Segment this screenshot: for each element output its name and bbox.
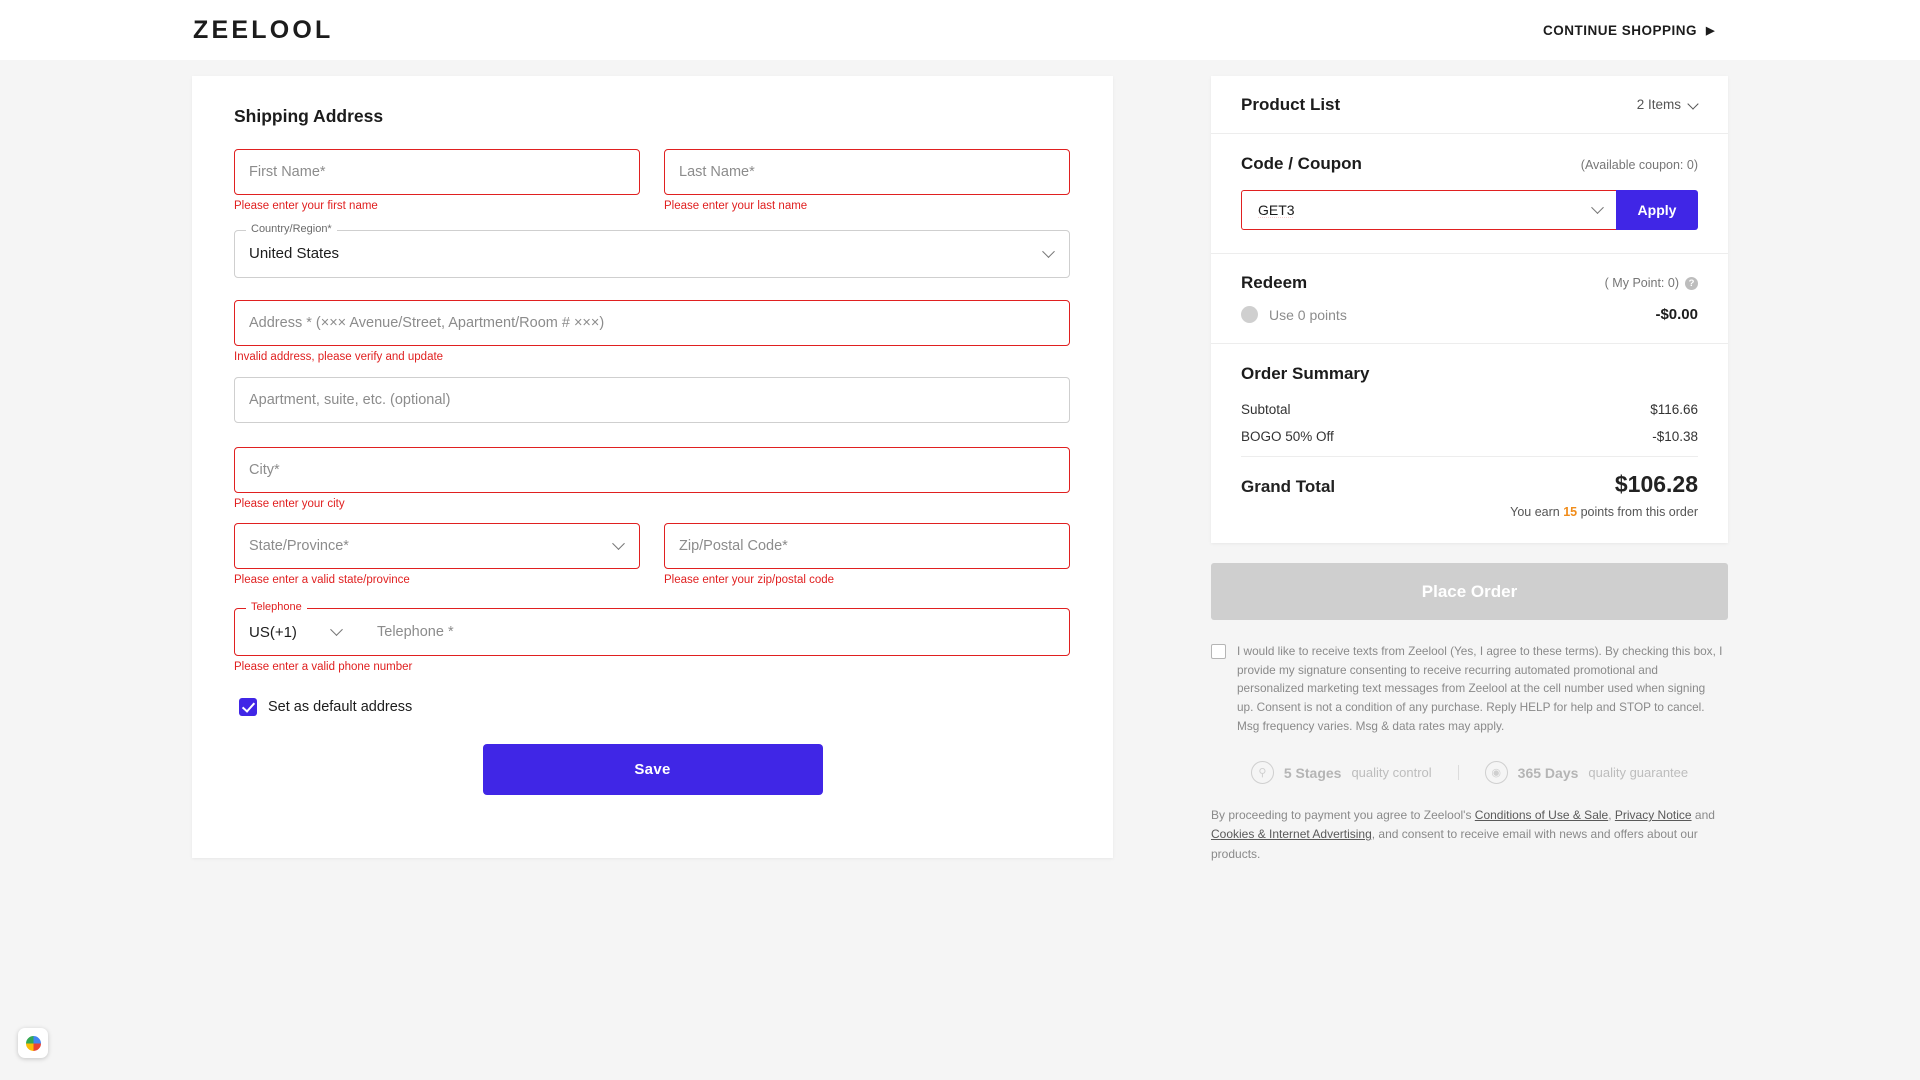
order-summary-section <box>1211 344 1728 543</box>
coupon-title: Code / Coupon <box>1241 154 1362 173</box>
zip-field <box>664 523 1070 600</box>
discount-value: -$10.38 <box>1652 429 1698 444</box>
earn-points-value: 15 <box>1563 505 1578 519</box>
earn-points-text <box>1241 505 1698 519</box>
address-input[interactable] <box>234 300 1070 346</box>
badge-quality-guarantee-text: quality guarantee <box>1588 765 1689 781</box>
earn-suffix: points from this order <box>1577 505 1698 519</box>
city-error: Please enter your city <box>234 497 345 510</box>
redeem-section <box>1211 254 1728 344</box>
product-list-title: Product List <box>1241 94 1341 114</box>
country-field[interactable] <box>234 222 1070 278</box>
chevron-right-icon: ▶ <box>1706 24 1715 37</box>
legal-text <box>1211 806 1728 864</box>
legal-outro: , and consent to receive email with news and offers about our products. <box>1211 827 1698 861</box>
order-summary-title: Order Summary <box>1241 364 1370 383</box>
order-panel <box>1211 76 1728 543</box>
apartment-input[interactable] <box>234 377 1070 423</box>
discount-label: BOGO 50% Off <box>1241 429 1334 444</box>
address-error: Invalid address, please verify and update <box>234 350 444 363</box>
question-mark-icon[interactable]: ? <box>1685 277 1698 290</box>
phone-country-code-select[interactable] <box>249 609 367 655</box>
coupon-input[interactable] <box>1256 201 1602 219</box>
link-privacy-notice[interactable]: Privacy Notice <box>1614 808 1692 823</box>
telephone-field <box>234 601 1070 675</box>
trust-badges <box>1211 761 1728 784</box>
product-list-count: 2 Items <box>1636 97 1681 112</box>
last-name-error: Please enter your last name <box>664 200 808 212</box>
name-row <box>234 149 1071 230</box>
zip-input[interactable] <box>664 523 1070 569</box>
zip-error: Please enter your zip/postal code <box>664 574 835 587</box>
badge-quality-control <box>1251 761 1432 784</box>
country-select[interactable] <box>234 222 1070 278</box>
grand-total-value: $106.28 <box>1614 471 1698 497</box>
target-icon: ◉ <box>1485 761 1508 784</box>
city-field <box>234 447 1070 512</box>
chevron-down-icon <box>614 541 625 552</box>
earn-prefix: You earn <box>1510 505 1564 519</box>
site-header <box>0 0 1920 60</box>
badge-quality-guarantee-strong: 365 Days <box>1517 764 1579 781</box>
first-name-field <box>234 149 640 226</box>
apartment-field <box>234 377 1070 423</box>
save-button[interactable]: Save <box>483 744 823 795</box>
last-name-field <box>664 149 1070 226</box>
chevron-down-icon <box>1689 100 1698 109</box>
grand-total-label: Grand Total <box>1241 477 1336 496</box>
subtotal-label: Subtotal <box>1241 402 1291 417</box>
my-point-group <box>1605 276 1698 290</box>
badge-quality-control-text: quality control <box>1351 765 1432 781</box>
state-field <box>234 523 640 600</box>
page-title: Shipping Address <box>234 106 384 126</box>
link-conditions-of-use[interactable]: Conditions of Use & Sale <box>1474 808 1609 823</box>
state-placeholder: State/Province* <box>249 538 349 555</box>
address-field <box>234 300 1070 365</box>
telephone-input[interactable] <box>367 609 1055 655</box>
chevron-down-icon <box>332 627 343 638</box>
sms-consent-checkbox[interactable] <box>1211 644 1226 659</box>
telephone-group[interactable] <box>234 601 1070 656</box>
city-input[interactable] <box>234 447 1070 493</box>
redeem-amount: -$0.00 <box>1655 306 1698 323</box>
place-order-button[interactable]: Place Order <box>1211 563 1728 620</box>
default-address-label: Set as default address <box>268 698 413 715</box>
chat-widget-dot <box>26 1036 41 1051</box>
coupon-available: (Available coupon: 0) <box>1580 158 1698 172</box>
brand-logo[interactable]: ZEELOOL <box>193 15 334 44</box>
subtotal-value: $116.66 <box>1650 402 1698 417</box>
chevron-down-icon <box>1044 248 1055 259</box>
my-point-value: ( My Point: 0) <box>1604 276 1679 290</box>
badge-quality-guarantee <box>1485 761 1688 784</box>
summary-row-discount <box>1241 429 1698 444</box>
telephone-error: Please enter a valid phone number <box>234 661 413 674</box>
default-address-row[interactable] <box>239 698 1071 716</box>
summary-divider <box>1241 456 1698 457</box>
sms-consent-row[interactable] <box>1211 642 1728 735</box>
first-name-input[interactable] <box>234 149 640 195</box>
continue-shopping-link[interactable] <box>1543 23 1715 38</box>
order-sidebar <box>1211 76 1728 864</box>
country-label: Country/Region* <box>246 223 337 235</box>
legal-intro: By proceeding to payment you agree to Zeelool's <box>1211 808 1475 823</box>
badge-divider <box>1458 765 1459 780</box>
state-error: Please enter a valid state/province <box>234 574 410 587</box>
first-name-error: Please enter your first name <box>234 200 378 212</box>
state-zip-row <box>234 523 1071 604</box>
sms-consent-text: I would like to receive texts from Zeelool (Yes, I agree to these terms). By checking this box, I provide my signature consenting to receive recurring automated promotional and personalized marketing text messages from Zeelool at the cell number used when signing up. Consent is not a condition of any purchase. Reply HELP for help and STOP to cancel. Msg frequency varies. Msg & data rates may apply. <box>1237 644 1723 733</box>
telephone-label: Telephone <box>246 601 307 613</box>
product-list-header[interactable] <box>1211 76 1728 134</box>
country-value: United States <box>249 245 340 263</box>
use-points-radio[interactable] <box>1241 306 1258 323</box>
magnifier-icon: ⚲ <box>1251 761 1274 784</box>
legal-sep1: , <box>1608 808 1615 823</box>
coupon-input-wrap[interactable] <box>1241 190 1616 230</box>
phone-country-code-value: US(+1) <box>249 623 297 641</box>
redeem-title: Redeem <box>1241 273 1308 292</box>
chat-widget-icon[interactable] <box>18 1028 48 1058</box>
coupon-section <box>1211 134 1728 254</box>
shipping-address-card <box>192 76 1113 858</box>
grand-total-row <box>1241 471 1698 498</box>
summary-row-subtotal <box>1241 402 1698 417</box>
last-name-input[interactable] <box>664 149 1070 195</box>
legal-and: and <box>1691 808 1715 823</box>
default-address-checkbox[interactable] <box>239 698 257 716</box>
apply-coupon-button[interactable]: Apply <box>1616 190 1698 230</box>
state-select[interactable] <box>234 523 640 569</box>
product-list-count-group[interactable] <box>1637 97 1698 112</box>
badge-quality-control-strong: 5 Stages <box>1283 764 1342 781</box>
continue-shopping-label: CONTINUE SHOPPING <box>1543 22 1698 38</box>
use-points-label: Use 0 points <box>1269 306 1347 323</box>
link-cookies-advertising[interactable]: Cookies & Internet Advertising <box>1211 827 1372 842</box>
